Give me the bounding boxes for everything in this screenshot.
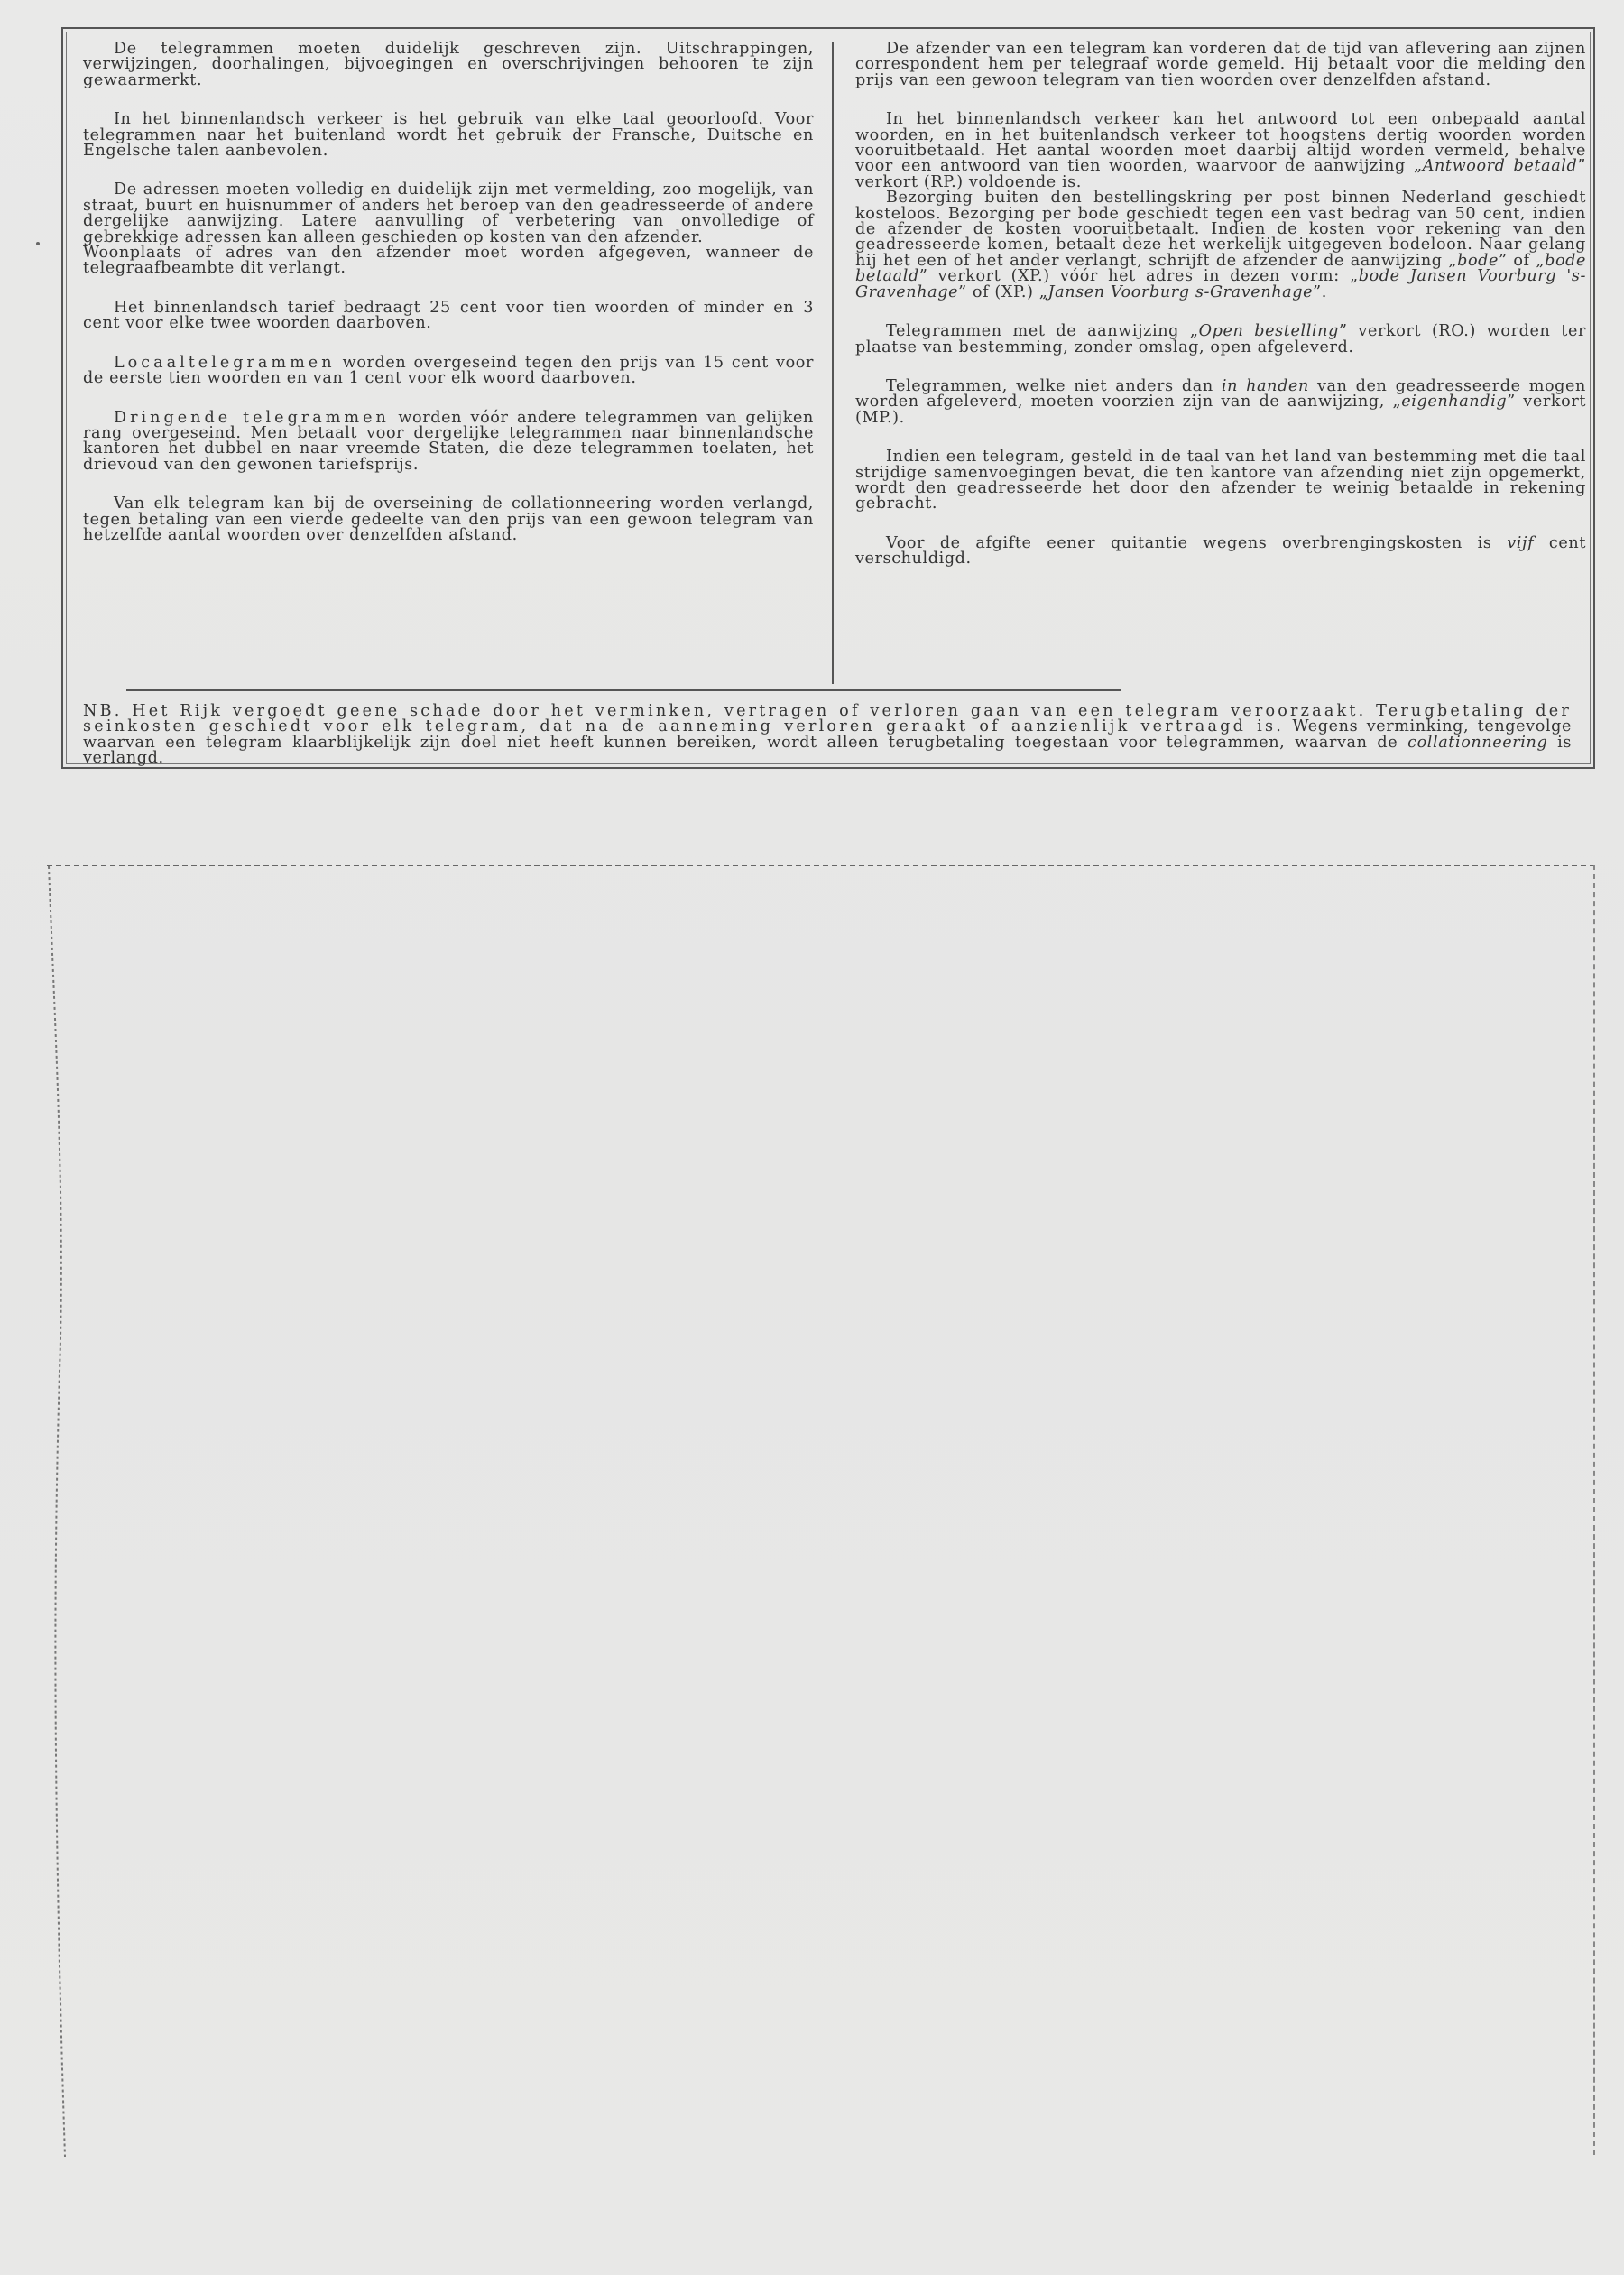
personal-delivery-term-2: eigenhandig: [1401, 393, 1508, 412]
column-divider: [832, 42, 834, 684]
open-delivery-term: Open bestelling: [1198, 322, 1339, 341]
courier-text-e: ”.: [1313, 282, 1327, 301]
paragraph-sender-address: Woonplaats of adres van den afzender moet worden afgegeven, wanneer de telegraafbeambte dit verlangt.: [83, 244, 814, 278]
nb-text-a: Wegens verminking, tengevolge waarvan een telegram klaarblijkelijk zijn doel niet heeft kunnen bereiken, wordt alleen terugbetaling toegestaan voor telegrammen, waarvan de: [83, 717, 1572, 752]
paragraph-domestic-tariff: Het binnenlandsch tarief bedraagt 25 cent voor tien woorden of minder en 3 cent voor elke twee woorden daarboven.: [83, 298, 814, 333]
courier-term-bode: bode: [1457, 251, 1499, 270]
courier-example-1: bode Jansen Voorburg 's-Gravenhage: [855, 267, 1586, 301]
nb-collation-term: collationneering: [1407, 733, 1548, 752]
urgent-telegrams-lead: Dringende telegrammen: [114, 408, 390, 427]
reply-paid-term: Antwoord betaald: [1422, 157, 1578, 176]
urgent-telegrams-text: worden vóór andere telegrammen van gelijken rang overgeseind. Men betaalt voor dergelijke telegrammen naar binnenlandsche kantoren het dubbel en naar vreemde Staten, die deze telegrammen toelaten, het drievoud van den gewonen tariefsprijs.: [83, 408, 814, 474]
courier-term-bode-betaald: bode betaald: [855, 251, 1587, 286]
paragraph-personal-delivery: [855, 376, 1587, 427]
paragraph-open-delivery: [855, 324, 1586, 356]
instructions-left-column: [83, 42, 814, 567]
local-telegrams-lead: Locaaltelegrammen: [114, 353, 336, 372]
paragraph-urgent-telegrams: [83, 408, 814, 474]
stray-mark: [36, 242, 40, 245]
nb-text-b: is verlangd.: [83, 733, 1572, 768]
receipt-text-a: Voor de afgifte eener quitantie wegens overbrengingskosten is: [886, 533, 1508, 552]
courier-example-2: Jansen Voorburg s-Gravenhage: [1047, 282, 1314, 301]
nb-separator-rule: [126, 689, 1121, 691]
courier-text-b: ” of „: [1499, 251, 1546, 270]
receipt-text-b: cent verschuldigd.: [855, 533, 1587, 569]
paragraph-receipt: [855, 533, 1587, 569]
personal-delivery-term-1: in handen: [1221, 376, 1309, 395]
courier-text-c: ” verkort (XP.) vóór het adres in dezen vorm: „: [918, 267, 1359, 286]
empty-message-area: [47, 865, 1595, 2155]
nb-notice: [83, 704, 1572, 767]
reply-paid-text: In het binnenlandsch verkeer kan het antwoord tot een onbepaald aantal woorden, en in het buitenlandsch verkeer tot hoogstens dertig woorden worden vooruitbetaald. Het aantal woorden moet daarbij altijd worden vermeld, behalve voor een antwoord van tien woorden, waarvoor de aanwijzing „: [855, 110, 1586, 176]
paragraph-addresses: De adressen moeten volledig en duidelijk zijn met vermelding, zoo mogelijk, van straat, buurt en huisnummer of anders het beroep van den geadresseerde of andere dergelijke aanwijzing. Latere aanvulling of verbetering van onvolledige of gebrekkige adressen kan alleen geschieden op kosten van den afzender.: [83, 180, 814, 246]
paragraph-legibility: De telegrammen moeten duidelijk geschreven zijn. Uitschrappingen, verwijzingen, doorhalingen, bijvoegingen en overschrijvingen behooren te zijn gewaarmerkt.: [83, 40, 814, 89]
receipt-amount: vijf: [1507, 533, 1535, 552]
paragraph-collation: Van elk telegram kan bij de overseining de collationneering worden verlangd, tegen betaling van een vierde gedeelte van den prijs van een gewoon telegram van hetzelfde aantal woorden over denzelfden afstand.: [83, 495, 814, 544]
personal-delivery-text-c: ” verkort (MP.).: [855, 393, 1587, 427]
paragraph-reply-paid: [855, 112, 1586, 190]
left-border-line: [49, 866, 65, 2157]
paragraph-courier-delivery: [855, 190, 1586, 301]
nb-lead-text: NB. Het Rijk vergoedt geene schade door het verminken, vertragen of verloren gaan van een telegram veroorzaakt. Terugbetaling der seinkosten geschiedt voor elk telegram, dat na de aanneming verloren geraakt of aanzienlijk vertraagd is.: [83, 702, 1572, 736]
open-delivery-text-a: Telegrammen met de aanwijzing „: [886, 322, 1199, 341]
local-telegrams-text: worden overgeseind tegen den prijs van 15 cent voor de eerste tien woorden en van 1 cent voor elk woord daarboven.: [83, 353, 814, 388]
paragraph-language-combinations: Indien een telegram, gesteld in de taal van het land van bestemming met die taal strijdige samenvoegingen bevat, die ten kantore van afzending niet zijn opgemerkt, wordt den geadresseerde het door den afzender te weinig betaalde in rekening gebracht.: [855, 448, 1586, 513]
instructions-box: [61, 27, 1595, 769]
personal-delivery-text-a: Telegrammen, welke niet anders dan: [886, 376, 1222, 395]
reply-paid-abbrev: ” verkort (RP.) voldoende is.: [855, 157, 1586, 191]
instructions-right-column: [855, 42, 1586, 591]
courier-text-a: Bezorging buiten den bestellingskring per post binnen Nederland geschiedt kosteloos. Bezorging per bode geschiedt tegen een vast bedrag van 50 cent, indien de afzender de kosten vooruitbetaalt. Indien de kosten voor rekening van den geadresseerde komen, betaalt deze het werkelijk uitgegeven bodeloon. Naar gelang hij het een of het ander verlangt, schrijft de afzender de aanwijzing „: [855, 189, 1586, 270]
paragraph-delivery-notice: De afzender van een telegram kan vorderen dat de tijd van aflevering aan zijnen correspondent hem per telegraaf worde gemeld. Hij betaalt voor die melding den prijs van een gewoon telegram van tien woorden over denzelfden afstand.: [855, 40, 1586, 89]
paragraph-language: In het binnenlandsch verkeer is het gebruik van elke taal geoorloofd. Voor telegrammen naar het buitenland wordt het gebruik der Fransche, Duitsche en Engelsche talen aanbevolen.: [83, 110, 814, 161]
personal-delivery-text-b: van den geadresseerde mogen worden afgeleverd, moeten voorzien zijn van de aanwijzing, „: [855, 376, 1586, 412]
empty-area-left-border: [47, 866, 83, 2157]
courier-text-d: ” of (XP.) „: [958, 282, 1048, 301]
paragraph-local-telegrams: [83, 353, 814, 388]
open-delivery-text-b: ” verkort (RO.) worden ter plaatse van bestemming, zonder omslag, open afgeleverd.: [855, 322, 1586, 356]
